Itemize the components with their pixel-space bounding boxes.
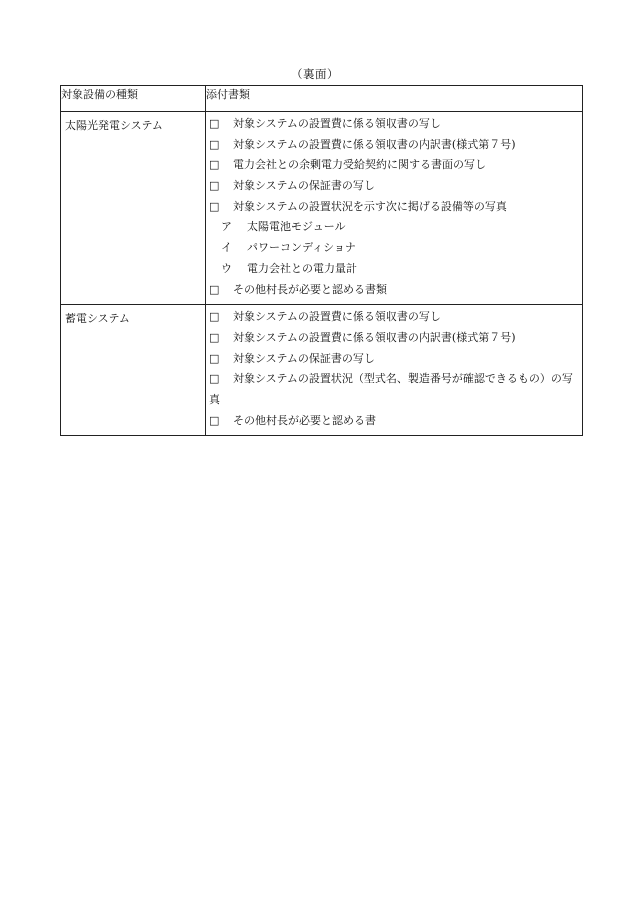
list-item (209, 411, 579, 432)
checkbox-icon: □ (209, 117, 220, 130)
item-marker: ウ (221, 261, 232, 275)
list-item (209, 280, 579, 301)
checkbox-icon: □ (209, 413, 220, 427)
checkbox-icon: □ (209, 372, 220, 386)
sub-list-item (209, 238, 579, 259)
items-cell (206, 112, 583, 305)
attachment-table (60, 85, 583, 436)
checkbox-icon: □ (209, 199, 220, 213)
sub-list-item (209, 259, 579, 280)
item-text: 対象システムの保証書の写し (233, 179, 375, 193)
list-item (209, 369, 579, 410)
table-row-storage (61, 305, 583, 436)
header-equipment-type: 対象設備の種類 (61, 86, 206, 112)
item-text: 対象システムの設置費に係る領収書の内訳書(様式第７号) (233, 137, 516, 151)
sub-list-item (209, 217, 579, 238)
item-marker: イ (221, 241, 232, 255)
page-title: （裏面） (291, 67, 339, 81)
checkbox-icon: □ (209, 330, 220, 344)
items-cell (206, 305, 583, 436)
item-text: 電力会社との余剰電力受給契約に関する書面の写し (233, 158, 486, 172)
header-attached-documents: 添付書類 (206, 86, 583, 112)
item-text: 対象システムの設置状況を示す次に掲げる設備等の写真 (233, 199, 507, 213)
category-cell: 蓄電システム (61, 305, 206, 436)
item-text: パワーコンディショナ (247, 241, 356, 255)
list-item (209, 155, 579, 176)
checkbox-icon: □ (209, 158, 220, 172)
item-text: 対象システムの設置費に係る領収書の写し (233, 117, 441, 130)
list-item (209, 307, 579, 328)
checkbox-icon: □ (209, 179, 220, 193)
checkbox-icon: □ (209, 310, 220, 324)
list-item (209, 349, 579, 370)
checkbox-icon: □ (209, 351, 220, 365)
list-item (209, 197, 579, 218)
item-text: 電力会社との電力量計 (247, 261, 357, 275)
item-text: 対象システムの設置費に係る領収書の内訳書(様式第７号) (233, 330, 516, 344)
item-text: 太陽電池モジュール (247, 220, 346, 234)
list-item (209, 176, 579, 197)
list-item (209, 135, 579, 156)
list-item (209, 114, 579, 135)
checkbox-icon: □ (209, 137, 220, 151)
table-row-solar (61, 112, 583, 305)
item-marker: ア (221, 220, 232, 234)
item-text: 対象システムの設置状況（型式名、製造番号が確認できるもの）の写真 (209, 372, 573, 406)
item-text: 対象システムの設置費に係る領収書の写し (233, 310, 441, 324)
item-text: 対象システムの保証書の写し (233, 351, 375, 365)
table-header-row (61, 86, 583, 112)
item-text: その他村長が必要と認める書類 (233, 282, 387, 296)
item-text: その他村長が必要と認める書 (233, 413, 376, 427)
checkbox-icon: □ (209, 282, 220, 296)
category-cell: 太陽光発電システム (61, 112, 206, 305)
list-item (209, 328, 579, 349)
